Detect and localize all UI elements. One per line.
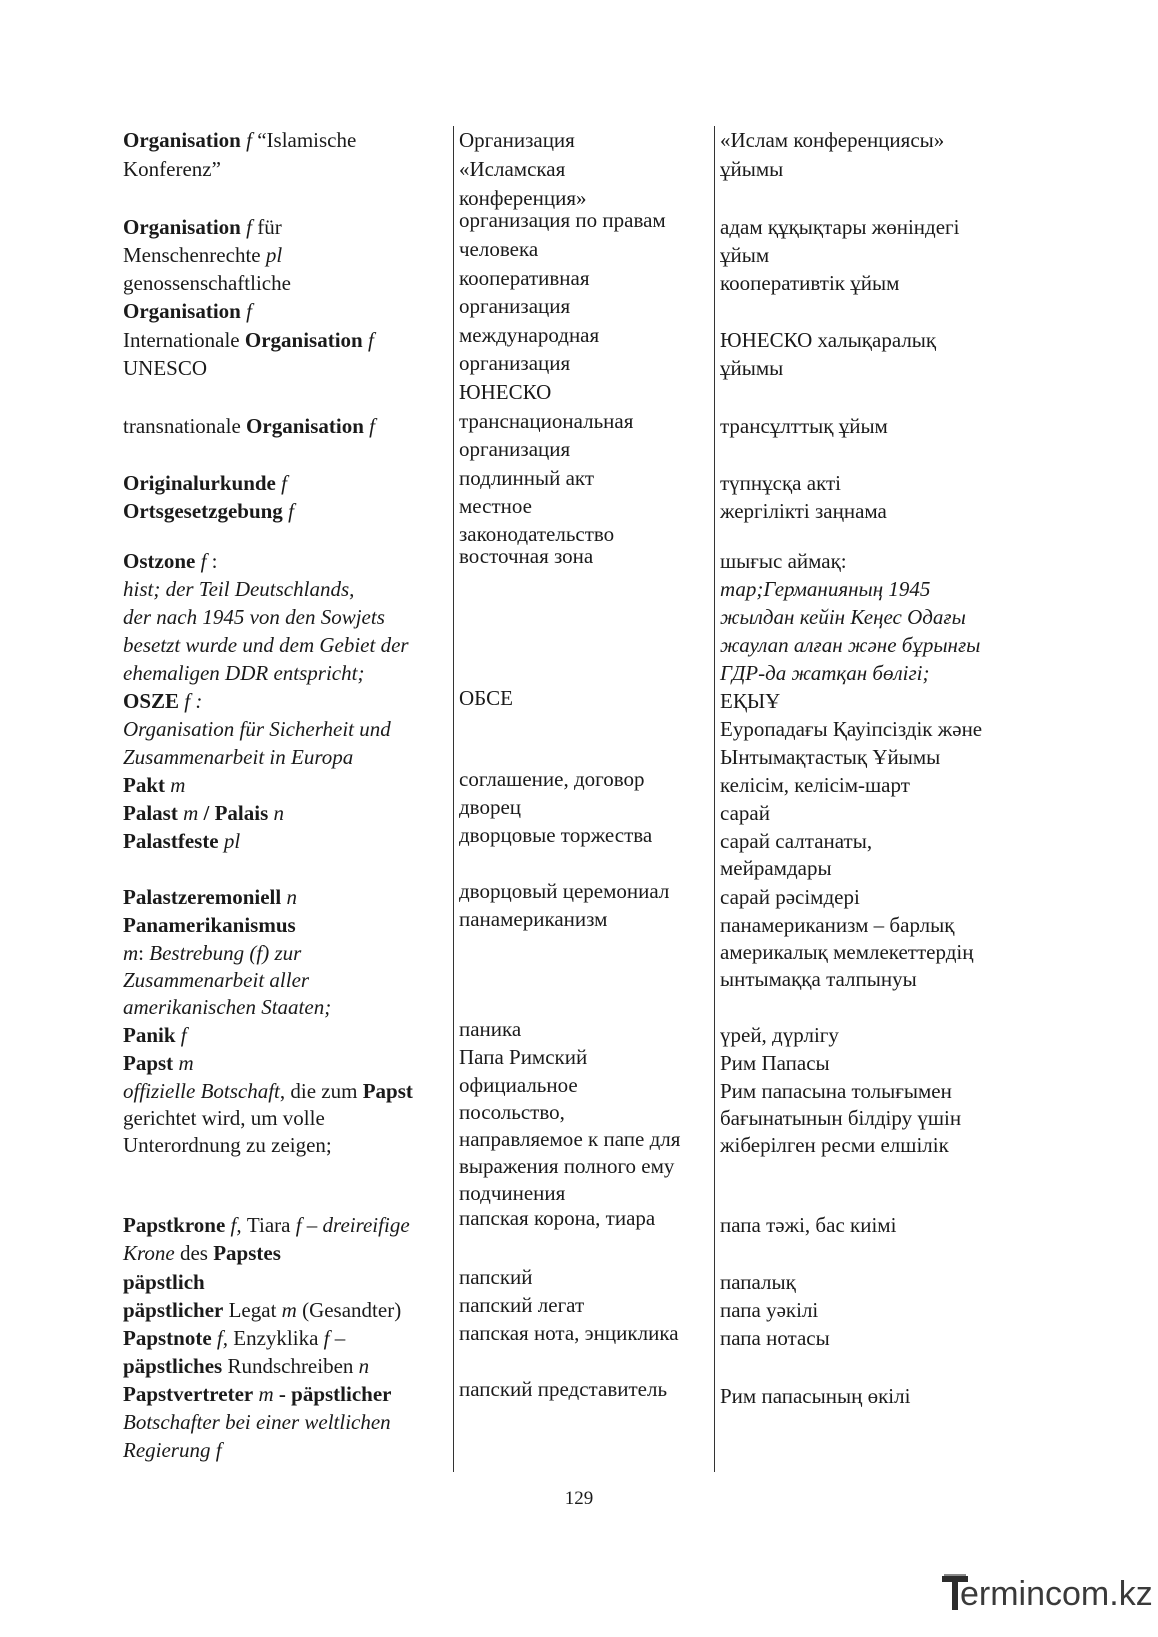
text-segment: ОБСЕ [459,686,513,710]
col3-line [720,913,954,937]
text-segment: m [173,1051,194,1075]
col2-line [459,767,645,791]
col2-line [459,795,521,819]
text-segment: мейрамдары [720,856,832,880]
col2-line [459,186,587,210]
text-segment: Papstnote [123,1326,212,1350]
col3-line [720,1270,796,1294]
text-segment: ұйымы [720,356,784,380]
text-segment: f : [179,689,203,713]
col2-line [459,294,570,318]
text-segment: ehemaligen DDR entspricht; [123,661,365,685]
text-segment: Organisation [244,328,363,352]
col3-line [720,1384,910,1408]
text-segment: besetzt wurde und dem Gebiet der [123,633,409,657]
text-segment: Tiara [246,1213,291,1237]
col3-line [720,940,973,964]
text-segment: offizielle Botschaft [123,1079,280,1103]
col1-line [123,215,282,239]
text-segment: dreireifige [322,1213,410,1237]
text-segment: – [301,1213,323,1237]
text-segment: папа тәжі, бас киімі [720,1213,897,1237]
col1-line [123,243,282,267]
col3-line [720,356,783,380]
text-segment: m [165,773,186,797]
col1-line [123,773,185,797]
text-segment: Papstvertreter [123,1382,254,1406]
text-segment: Ostzone [123,549,196,573]
text-segment: m [123,941,139,965]
col1-line [123,499,294,523]
text-segment: Legat [223,1298,282,1322]
text-segment: n [268,801,285,825]
col1-line [123,1410,391,1434]
text-segment: Unterordnung zu zeigen; [123,1133,332,1157]
col1-line [123,549,218,573]
text-segment: законодательство [459,522,615,546]
text-segment: f [275,471,287,495]
text-segment: үрей, дүрлігу [720,1023,839,1047]
col2-line [459,380,551,404]
col3-line [720,661,930,685]
text-segment: Организация [459,128,575,152]
text-segment: человека [459,237,539,261]
text-segment: f [195,549,207,573]
text-segment: genossenschaftliche [123,271,291,295]
col1-line [123,299,252,323]
col3-line [720,856,832,880]
col1-line [123,605,385,629]
text-segment: папалық [720,1270,796,1294]
text-segment: транснациональная [459,409,634,433]
text-segment: Папа Римский [459,1045,588,1069]
text-segment: Organisation [246,414,364,438]
col3-line [720,1298,818,1322]
text-segment: f [290,1213,302,1237]
col3-line [720,829,872,853]
text-segment: сарай [720,801,770,825]
text-segment: Internationale [123,328,245,352]
text-segment: Krone [123,1241,175,1265]
text-segment: hist; der Teil Deutschlands, [123,577,355,601]
column-divider-right [714,126,715,1472]
col1-line [123,1326,345,1350]
col3-line [720,605,966,629]
col2-line [459,128,575,152]
text-segment: сарай рәсімдері [720,885,860,909]
text-segment: f, [211,1326,234,1350]
col1-line [123,1023,187,1047]
col2-line [459,1154,674,1178]
text-segment: Palastfeste [123,829,219,853]
text-segment: pl [260,243,283,267]
text-segment: кооперативная [459,266,590,290]
col3-line [720,745,940,769]
col1-line [123,661,364,685]
text-segment: шығыс аймақ: [720,549,847,573]
col3-line [720,801,770,825]
text-segment: Рим папасының өкілі [720,1384,911,1408]
text-segment: für [257,215,282,239]
col1-line [123,689,202,713]
text-segment: организация [459,437,571,461]
text-segment: восточная зона [459,544,594,568]
text-segment: Zusammenarbeit in Europa [123,745,354,769]
text-segment: направляемое к папе для [459,1127,681,1151]
text-segment: ЕҚЫҰ [720,689,781,713]
text-segment: «Исламская [459,157,566,181]
text-segment: Рим Папасы [720,1051,830,1075]
text-segment: «Ислам конференциясы» [720,128,945,152]
col3-line [720,577,930,601]
col1-line [123,995,331,1019]
text-segment: des [174,1241,214,1265]
col2-line [459,466,594,490]
text-segment: папский легат [459,1293,585,1317]
text-segment: amerikanischen Staaten; [123,995,332,1019]
col1-line [123,829,240,853]
col3-line [720,1326,830,1350]
col1-line [123,271,291,295]
col1-line [123,1270,205,1294]
text-segment: päpstliches [123,1354,223,1378]
text-segment: местное [459,494,532,518]
text-segment: Ortsgesetzgebung [123,499,283,523]
text-segment: ұйымы [720,157,784,181]
text-segment: тар;Германияның 1945 [720,577,931,601]
text-segment: ЮНЕСКО халықаралық [720,328,937,352]
col1-line [123,1079,413,1103]
text-segment: : [206,549,218,573]
col2-line [459,1045,587,1069]
text-segment: выражения полного ему [459,1154,675,1178]
col1-line [123,801,284,825]
text-segment: Pakt [123,773,165,797]
text-segment: f, [225,1213,247,1237]
col2-line [459,1206,655,1230]
col1-line [123,941,301,965]
col3-line [720,271,899,295]
col2-line [459,1100,565,1124]
text-segment: n [281,885,297,909]
col1-line [123,1438,222,1462]
text-segment: Botschafter bei einer weltlichen [123,1410,391,1434]
col1-line [123,717,391,741]
col1-line [123,885,297,909]
col3-line [720,215,959,239]
text-segment: pl [218,829,241,853]
col2-line [459,907,607,931]
text-segment: f [318,1326,330,1350]
col3-line [720,967,917,991]
text-segment: кооперативтік ұйым [720,271,900,295]
termincom-logo [942,1572,1153,1618]
col2-line [459,1377,667,1401]
text-segment: gerichtet wird, um volle [123,1106,325,1130]
col1-line [123,968,309,992]
col2-line [459,1127,680,1151]
col2-line [459,266,590,290]
watermark-text: ermincom.kz [960,1575,1153,1613]
text-segment: f [363,414,375,438]
text-segment: Ынтымақтастық Ұйымы [720,745,941,769]
text-segment: Organisation für Sicherheit und [123,717,391,741]
text-segment: / Palais [203,801,269,825]
text-segment: международная [459,323,600,347]
col2-line [459,879,669,903]
text-segment: трансұлттық ұйым [720,414,888,438]
col3-line [720,1133,949,1157]
col2-line [459,208,666,232]
text-segment: Organisation [123,299,241,323]
column-divider-left [453,126,454,1472]
text-segment: , die zum [279,1079,363,1103]
col3-line [720,414,888,438]
text-segment: жіберілген ресми елшілік [720,1133,949,1157]
col2-line [459,1293,584,1317]
text-segment: папская корона, тиара [459,1206,656,1230]
text-segment: Organisation [123,215,241,239]
col3-line [720,1213,896,1237]
col2-line [459,1017,521,1041]
text-segment: Рим папасына толығымен [720,1079,952,1103]
text-segment: панамериканизм [459,907,608,931]
text-segment: Panamerikanismus [123,913,296,937]
col2-line [459,409,633,433]
col3-line [720,499,887,523]
col3-line [720,689,780,713]
text-segment: Palastzeremoniell [123,885,282,909]
text-segment: паника [459,1017,522,1041]
text-segment: Konferenz” [123,157,221,181]
text-segment: m [177,801,204,825]
col2-line [459,1073,578,1097]
col1-line [123,1241,281,1265]
col1-line [123,1354,369,1378]
text-segment: päpstlicher [123,1298,224,1322]
col1-line [123,745,353,769]
col2-line [459,823,652,847]
col3-line [720,243,769,267]
text-segment: Organisation [123,128,241,152]
col2-line [459,157,565,181]
text-segment: папская нота, энциклика [459,1321,679,1345]
text-segment: UNESCO [123,356,208,380]
text-segment: жергілікті заңнама [720,499,887,523]
text-segment: панамериканизм – барлық [720,913,955,937]
text-segment: f [175,1023,187,1047]
col1-line [123,1133,332,1157]
text-segment: дворцовые торжества [459,823,653,847]
text-segment: официальное [459,1073,578,1097]
col3-line [720,549,847,573]
text-segment: OSZE [123,689,180,713]
text-segment: Zusammenarbeit aller [123,968,310,992]
col1-line [123,1298,401,1322]
text-segment: Originalurkunde [123,471,276,495]
text-segment: подлинный акт [459,466,595,490]
col2-line [459,494,532,518]
col2-line [459,1321,679,1345]
text-segment: ГДР-да жатқан бөлігі; [720,661,930,685]
col3-line [720,128,944,152]
text-segment: адам құқықтары жөніндегі [720,215,960,239]
col1-line [123,633,409,657]
col1-line [123,414,375,438]
col2-line [459,686,513,710]
text-segment: Regierung f [123,1438,222,1462]
text-segment: организация [459,351,571,375]
col3-line [720,633,980,657]
col1-line [123,913,296,937]
text-segment: подчинения [459,1181,566,1205]
col3-line [720,1106,961,1130]
text-segment: : [138,941,150,965]
text-segment: организация [459,294,571,318]
col2-line [459,237,538,261]
text-segment: соглашение, договор [459,767,645,791]
col3-line [720,717,982,741]
text-segment: папский представитель [459,1377,668,1401]
col2-line [459,1265,533,1289]
col1-line [123,1213,410,1237]
col2-line [459,323,599,347]
col3-line [720,157,783,181]
text-segment: ұйым [720,243,770,267]
text-segment: päpstlich [123,1270,205,1294]
text-segment: жылдан кейін Кеңес Одағы [720,605,966,629]
text-segment: Papstes [213,1241,281,1265]
text-segment: Papstkrone [123,1213,226,1237]
text-segment: дворец [459,795,522,819]
col2-line [459,522,614,546]
text-segment: посольство, [459,1100,565,1124]
col3-line [720,471,841,495]
text-segment: transnationale [123,414,247,438]
page-number: 129 [564,1488,594,1509]
text-segment: m [253,1382,279,1406]
text-segment: Bestrebung (f) zur [149,941,302,965]
text-segment: Rundschreiben [222,1354,359,1378]
text-segment: “Islamische [257,128,357,152]
col1-line [123,471,287,495]
text-segment: Palast [123,801,178,825]
text-segment: f [282,499,294,523]
text-segment: папский [459,1265,533,1289]
text-segment: der nach 1945 von den Sowjets [123,605,385,629]
text-segment: f [362,328,374,352]
col3-line [720,773,910,797]
text-segment: дворцовый церемониал [459,879,670,903]
col3-line [720,1023,839,1047]
col2-line [459,351,570,375]
text-segment: Menschenrechte [123,243,261,267]
text-segment: f [240,299,252,323]
col1-line [123,1106,325,1130]
text-segment: Panik [123,1023,176,1047]
col1-line [123,356,207,380]
col3-line [720,885,860,909]
text-segment: ЮНЕСКО [459,380,552,404]
col2-line [459,544,593,568]
text-segment: папа нотасы [720,1326,830,1350]
text-segment: (Gesandter) [296,1298,402,1322]
col1-line [123,328,374,352]
text-segment: Papst [362,1079,413,1103]
text-segment: ынтымаққа талпынуы [720,967,917,991]
text-segment: Enzyklika [233,1326,319,1350]
text-segment: n [358,1354,370,1378]
text-segment: сарай салтанаты, [720,829,873,853]
text-segment: конференция» [459,186,587,210]
text-segment: f [240,215,258,239]
text-segment: жаулап алған және бұрынғы [720,633,981,657]
text-segment: америкалық мемлекеттердің [720,940,974,964]
col1-line [123,1382,391,1406]
col3-line [720,1079,952,1103]
col2-line [459,437,570,461]
text-segment: – [329,1326,346,1350]
col1-line [123,157,221,181]
col3-line [720,328,936,352]
text-segment: m [281,1298,297,1322]
text-segment: бағынатынын білдіру үшін [720,1106,962,1130]
text-segment: - päpstlicher [278,1382,392,1406]
text-segment: келісім, келісім-шарт [720,773,910,797]
col3-line [720,1051,830,1075]
text-segment: папа уәкілі [720,1298,819,1322]
col2-line [459,1181,565,1205]
col1-line [123,128,356,152]
col1-line [123,1051,194,1075]
text-segment: Papst [123,1051,174,1075]
text-segment: Еуропадағы Қауіпсіздік және [720,717,983,741]
col1-line [123,577,354,601]
text-segment: түпнұсқа акті [720,471,842,495]
text-segment: организация по правам [459,208,666,232]
text-segment: f [240,128,258,152]
